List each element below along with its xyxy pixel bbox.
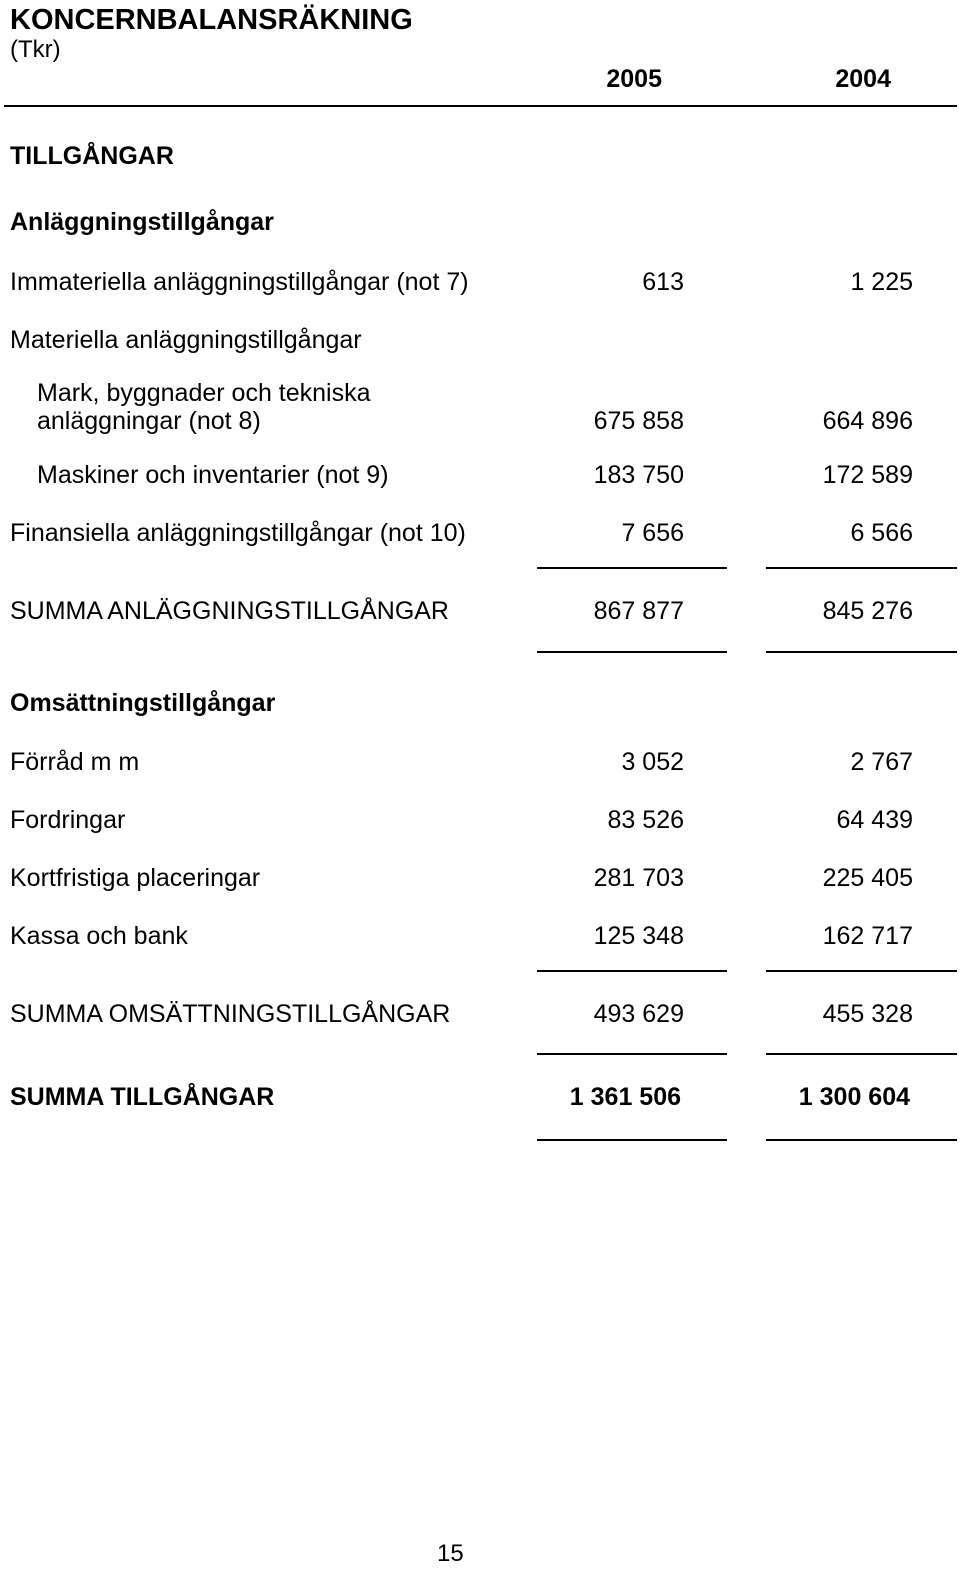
fixed-assets-total-2004: 845 276: [822, 597, 913, 625]
section-title: TILLGÅNGAR: [10, 142, 174, 170]
subtotal-rule: [537, 567, 727, 569]
machinery-2004: 172 589: [822, 461, 913, 489]
financial-assets-2005: 7 656: [621, 519, 684, 547]
current-asset-2004: 64 439: [836, 806, 913, 834]
subtotal-rule: [537, 970, 727, 972]
current-asset-label: Fordringar: [10, 806, 126, 834]
total-rule: [537, 651, 727, 653]
tangible-assets-heading: Materiella anläggningstillgångar: [10, 326, 362, 354]
current-assets-heading: Omsättningstillgångar: [10, 689, 276, 717]
current-asset-2005: 125 348: [593, 922, 684, 950]
buildings-2004: 664 896: [822, 407, 913, 435]
current-asset-label: Kortfristiga placeringar: [10, 864, 261, 892]
current-asset-2005: 281 703: [593, 864, 684, 892]
fixed-assets-total-2005: 867 877: [593, 597, 684, 625]
current-asset-label: Förråd m m: [10, 748, 140, 776]
subtotal-rule: [766, 567, 957, 569]
total-rule: [766, 1053, 957, 1055]
machinery-2005: 183 750: [593, 461, 684, 489]
fixed-assets-total-label: SUMMA ANLÄGGNINGSTILLGÅNGAR: [10, 597, 449, 625]
grand-total-rule: [537, 1139, 727, 1141]
unit-label: (Tkr): [10, 36, 61, 63]
intangible-assets-2005: 613: [642, 268, 684, 296]
total-rule: [537, 1053, 727, 1055]
fixed-assets-heading: Anläggningstillgångar: [10, 208, 274, 236]
intangible-assets-label: Immateriella anläggningstillgångar (not 7): [10, 268, 469, 296]
buildings-label-line2: anläggningar (not 8): [37, 407, 261, 435]
current-asset-2004: 162 717: [822, 922, 913, 950]
grand-total-2004: 1 300 604: [798, 1083, 910, 1111]
page-number: 15: [437, 1540, 464, 1567]
subtotal-rule: [766, 970, 957, 972]
buildings-label-line1: Mark, byggnader och tekniska: [37, 379, 371, 407]
financial-assets-2004: 6 566: [850, 519, 913, 547]
grand-total-2005: 1 361 506: [569, 1083, 681, 1111]
current-assets-total-2004: 455 328: [822, 1000, 913, 1028]
year-2004-header: 2004: [835, 65, 891, 93]
current-assets-total-label: SUMMA OMSÄTTNINGSTILLGÅNGAR: [10, 1000, 451, 1028]
financial-assets-label: Finansiella anläggningstillgångar (not 10): [10, 519, 466, 547]
current-asset-2004: 225 405: [822, 864, 913, 892]
header-divider: [4, 105, 957, 107]
total-rule: [766, 651, 957, 653]
year-2005-header: 2005: [606, 65, 662, 93]
intangible-assets-2004: 1 225: [850, 268, 913, 296]
page-title: KONCERNBALANSRÄKNING: [10, 4, 413, 36]
grand-total-label: SUMMA TILLGÅNGAR: [10, 1083, 275, 1111]
current-asset-2005: 3 052: [621, 748, 684, 776]
grand-total-rule: [766, 1139, 957, 1141]
current-asset-2004: 2 767: [850, 748, 913, 776]
machinery-label: Maskiner och inventarier (not 9): [37, 461, 389, 489]
current-asset-label: Kassa och bank: [10, 922, 188, 950]
current-asset-2005: 83 526: [607, 806, 684, 834]
buildings-2005: 675 858: [593, 407, 684, 435]
current-assets-total-2005: 493 629: [593, 1000, 684, 1028]
